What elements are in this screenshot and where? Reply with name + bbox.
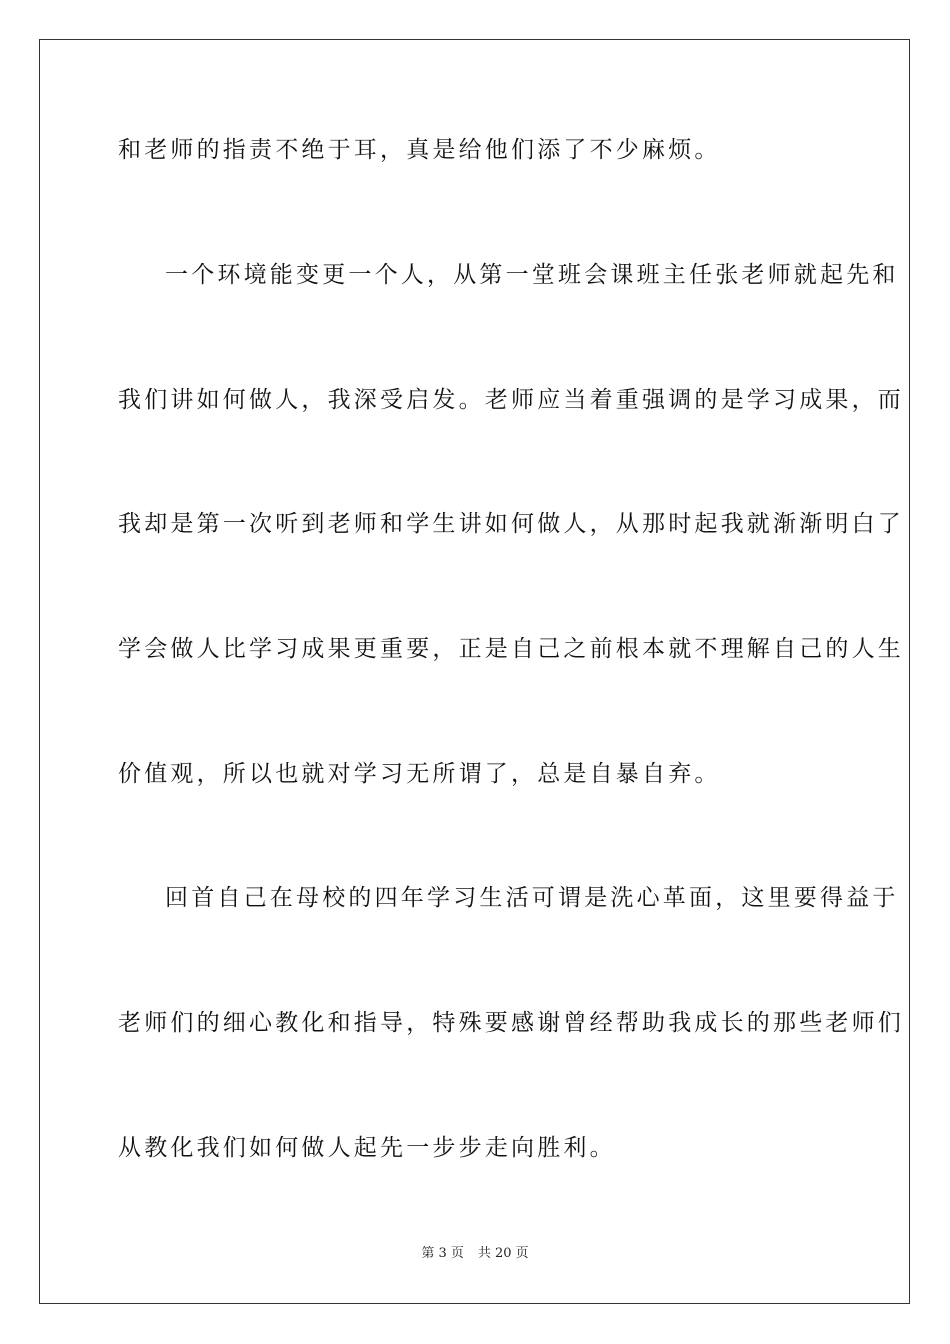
page-footer	[0, 1245, 950, 1263]
paragraph-start-line: 回首自己在母校的四年学习生活可谓是洗心革面，这里要得益于	[165, 885, 899, 911]
body-text-line: 价值观，所以也就对学习无所谓了，总是自暴自弃。	[118, 761, 721, 787]
total-pages: 共 20 页	[477, 1246, 529, 1261]
body-text-line: 和老师的指责不绝于耳，真是给他们添了不少麻烦。	[118, 137, 721, 163]
body-text-line: 我却是第一次听到老师和学生讲如何做人，从那时起我就渐渐明白了	[118, 511, 904, 537]
body-text-line: 学会做人比学习成果更重要，正是自己之前根本就不理解自己的人生	[118, 636, 904, 662]
body-text-line: 老师们的细心教化和指导，特殊要感谢曾经帮助我成长的那些老师们	[118, 1010, 904, 1036]
page-number: 第 3 页	[421, 1246, 464, 1261]
body-text-line: 我们讲如何做人，我深受启发。老师应当着重强调的是学习成果，而	[118, 387, 904, 413]
paragraph-start-line: 一个环境能变更一个人，从第一堂班会课班主任张老师就起先和	[165, 262, 899, 288]
page-border	[39, 39, 910, 1304]
body-text-line: 从教化我们如何做人起先一步步走向胜利。	[118, 1135, 616, 1161]
